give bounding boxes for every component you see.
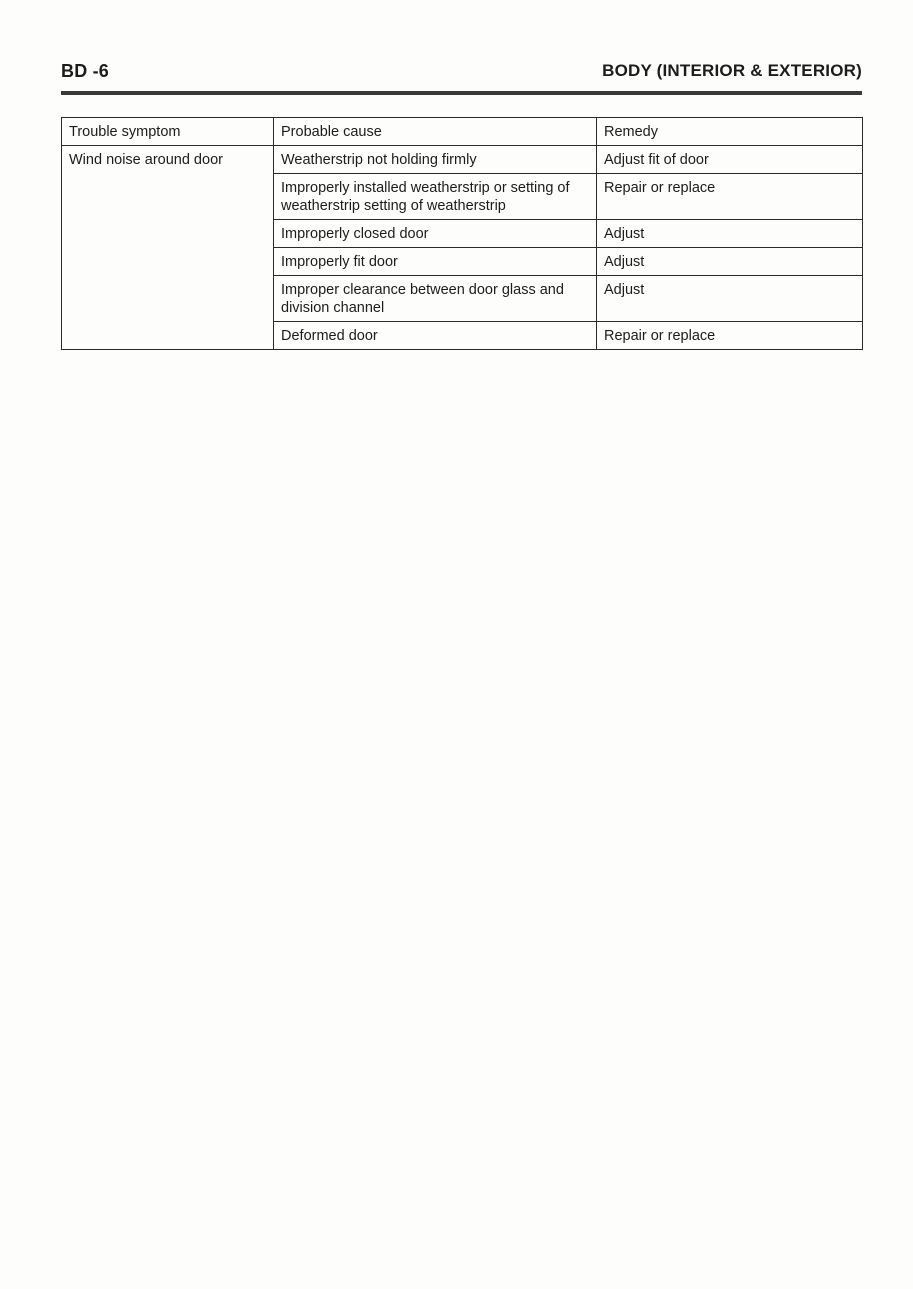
remedy-cell: Adjust fit of door [597, 146, 863, 174]
header-divider [61, 91, 862, 95]
page-code: BD -6 [61, 61, 110, 81]
remedy-cell: Repair or replace [597, 322, 863, 350]
symptom-cell: Wind noise around door [62, 146, 274, 350]
page-header [61, 59, 862, 85]
column-header-symptom: Trouble symptom [62, 118, 274, 146]
table-header-row [62, 118, 863, 146]
cause-cell: Improperly fit door [274, 248, 597, 276]
remedy-cell: Adjust [597, 276, 863, 322]
remedy-cell: Adjust [597, 220, 863, 248]
cause-cell: Weatherstrip not holding firmly [274, 146, 597, 174]
column-header-cause: Probable cause [274, 118, 597, 146]
cause-cell: Improper clearance between door glass and division channel [274, 276, 597, 322]
cause-cell: Improperly closed door [274, 220, 597, 248]
troubleshooting-table [61, 117, 863, 350]
section-title: BODY (INTERIOR & EXTERIOR) [602, 61, 862, 80]
table-row [62, 146, 863, 174]
remedy-cell: Adjust [597, 248, 863, 276]
cause-cell: Improperly installed weatherstrip or setting of weatherstrip setting of weatherstrip [274, 174, 597, 220]
remedy-cell: Repair or replace [597, 174, 863, 220]
column-header-remedy: Remedy [597, 118, 863, 146]
cause-cell: Deformed door [274, 322, 597, 350]
